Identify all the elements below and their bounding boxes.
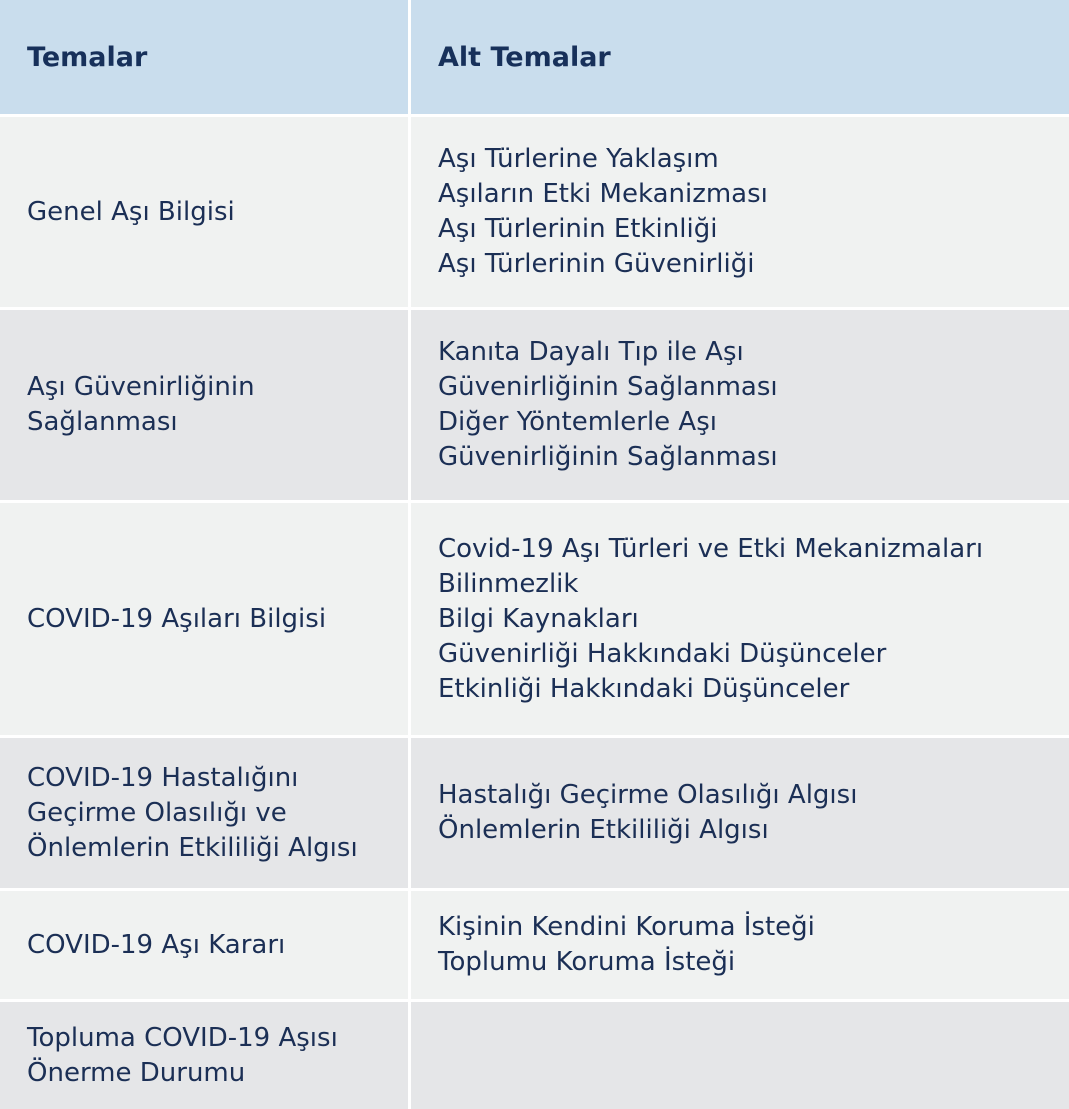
subtheme-line: Güvenirliği Hakkındaki Düşünceler bbox=[438, 638, 887, 669]
theme-cell bbox=[0, 738, 408, 888]
subtheme-cell bbox=[411, 310, 1069, 500]
subtheme-line: Bilgi Kaynakları bbox=[438, 603, 639, 634]
theme-line: Geçirme Olasılığı ve bbox=[27, 797, 287, 828]
theme-line: Sağlanması bbox=[27, 407, 178, 437]
theme-line: Topluma COVID-19 Aşısı bbox=[27, 1022, 338, 1053]
theme-line: Genel Aşı Bilgisi bbox=[27, 196, 235, 227]
subtheme-line: Kişinin Kendini Koruma İsteği bbox=[438, 912, 815, 942]
theme-line: COVID-19 Aşıları Bilgisi bbox=[27, 603, 327, 634]
subtheme-line: Aşıların Etki Mekanizması bbox=[438, 179, 768, 209]
header-themes-label: Temalar bbox=[27, 41, 148, 73]
subtheme-line: Kanıta Dayalı Tıp ile Aşı bbox=[438, 337, 744, 367]
subtheme-line: Diğer Yöntemlerle Aşı bbox=[438, 407, 717, 437]
header-subthemes bbox=[411, 0, 1069, 114]
subtheme-cell bbox=[411, 503, 1069, 735]
subtheme-line: Bilinmezlik bbox=[438, 568, 579, 599]
subtheme-line: Güvenirliğinin Sağlanması bbox=[438, 442, 778, 472]
theme-cell bbox=[0, 310, 408, 500]
subtheme-cell bbox=[411, 117, 1069, 307]
subtheme-line: Aşı Türlerinin Güvenirliği bbox=[438, 249, 755, 279]
header-subthemes-label: Alt Temalar bbox=[438, 41, 611, 73]
subtheme-line: Toplumu Koruma İsteği bbox=[438, 947, 736, 977]
header-themes bbox=[0, 0, 408, 114]
subtheme-line: Güvenirliğinin Sağlanması bbox=[438, 372, 778, 402]
theme-line: COVID-19 Aşı Kararı bbox=[27, 929, 286, 960]
subtheme-line: Önlemlerin Etkililiği Algısı bbox=[438, 815, 769, 845]
theme-line: Önerme Durumu bbox=[27, 1057, 246, 1088]
theme-cell bbox=[0, 503, 408, 735]
subtheme-cell bbox=[411, 738, 1069, 888]
subtheme-line: Aşı Türlerine Yaklaşım bbox=[438, 144, 719, 174]
subtheme-line: Hastalığı Geçirme Olasılığı Algısı bbox=[438, 780, 858, 810]
theme-line: Önlemlerin Etkililiği Algısı bbox=[27, 832, 358, 863]
subtheme-line: Covid-19 Aşı Türleri ve Etki Mekanizmaları bbox=[438, 533, 984, 564]
theme-line: COVID-19 Hastalığını bbox=[27, 762, 299, 793]
subtheme-cell-empty bbox=[411, 1002, 1069, 1109]
theme-cell bbox=[0, 891, 408, 999]
theme-line: Aşı Güvenirliğinin bbox=[27, 372, 255, 402]
subtheme-line: Etkinliği Hakkındaki Düşünceler bbox=[438, 673, 850, 704]
theme-cell bbox=[0, 117, 408, 307]
subtheme-cell bbox=[411, 891, 1069, 999]
theme-cell bbox=[0, 1002, 408, 1109]
subtheme-line: Aşı Türlerinin Etkinliği bbox=[438, 214, 718, 244]
